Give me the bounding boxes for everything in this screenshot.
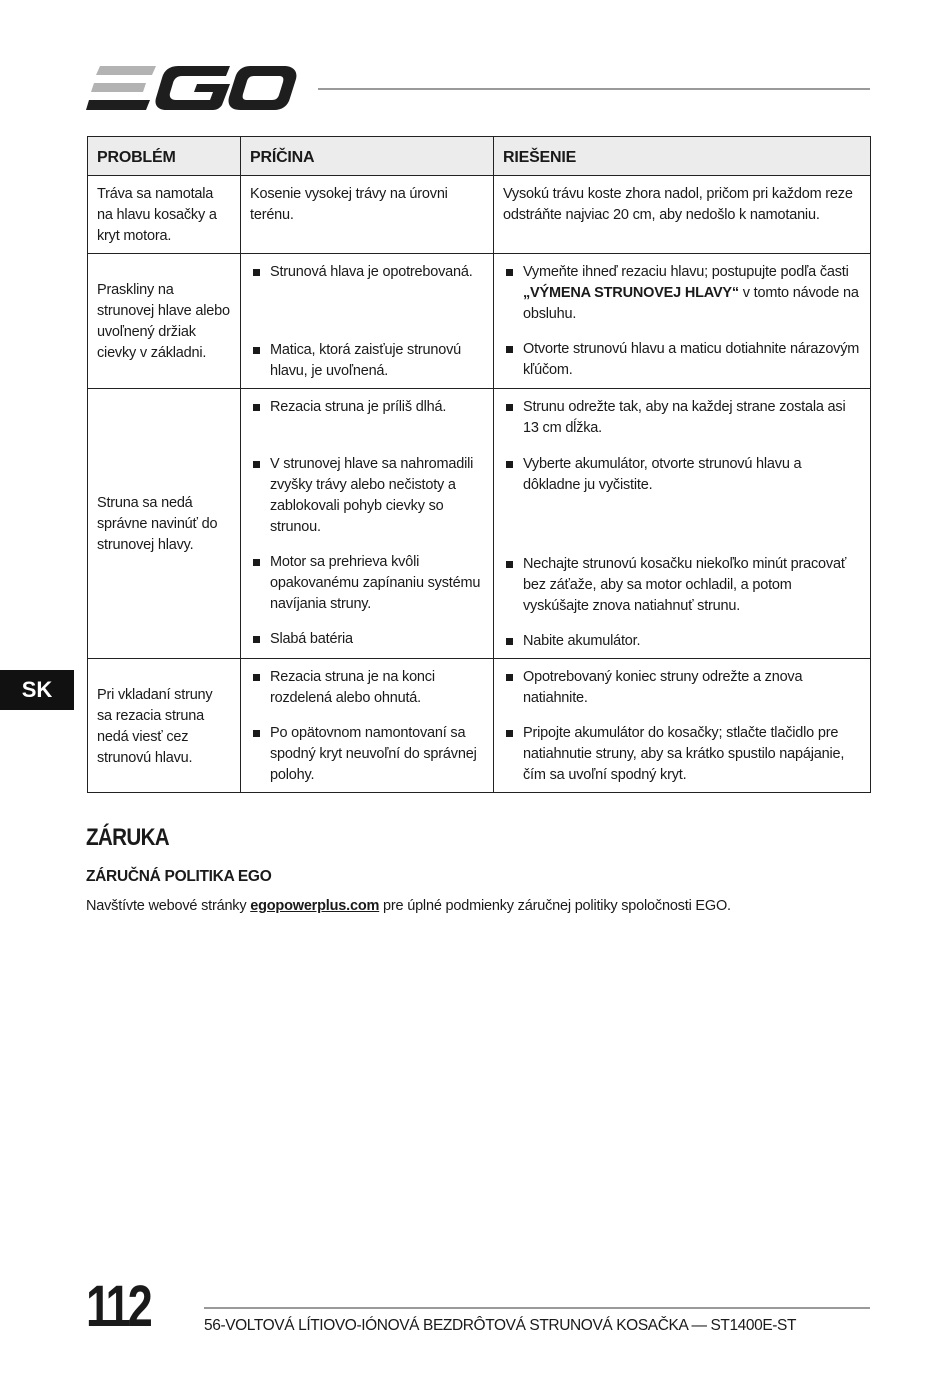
problem-text: Tráva sa namotala na hlavu kosačky a kryt motora. xyxy=(97,186,217,244)
col-header-solution: RIEŠENIE xyxy=(494,137,871,176)
cause-item: Slabá batéria xyxy=(250,629,484,650)
solution-text: Vysokú trávu koste zhora nadol, pričom pri každom reze odstráňte najviac 20 cm, aby nedošlo k namotaniu. xyxy=(503,186,853,223)
manual-section-ref: „VÝMENA STRUNOVEJ HLAVY“ xyxy=(523,285,739,301)
warranty-text: Navštívte webové stránky egopowerplus.com pre úplné podmienky záručnej politiky spoločnosti EGO. xyxy=(86,898,731,914)
footer-rule xyxy=(204,1307,870,1309)
header-rule xyxy=(318,88,870,90)
problem-cell xyxy=(88,176,241,254)
cause-item: Motor sa prehrieva kvôli opakovanému zapínaniu systému navíjania struny. xyxy=(250,552,484,615)
solution-cell xyxy=(494,659,871,793)
solution-item: Strunu odrežte tak, aby na každej strane zostala asi 13 cm dĺžka. xyxy=(503,397,861,440)
solution-item: Opotrebovaný koniec struny odrežte a znova natiahnite. xyxy=(503,667,861,709)
problem-text: Pri vkladaní struny sa rezacia struna nedá viesť cez strunovú hlavu. xyxy=(97,686,213,766)
table-row xyxy=(88,176,871,254)
table-row xyxy=(88,389,871,659)
logo-letter-g xyxy=(155,66,230,110)
troubleshooting-table xyxy=(87,136,871,793)
solution-cell xyxy=(494,389,871,659)
page-number: 112 xyxy=(86,1274,150,1339)
cause-cell xyxy=(241,176,494,254)
solution-item: Nabite akumulátor. xyxy=(503,631,861,652)
solution-item: Pripojte akumulátor do kosačky; stlačte tlačidlo pre natiahnutie struny, aby sa krátko spustilo napájanie, čím sa uvoľní spodný kryt. xyxy=(503,723,861,786)
cause-item: V strunovej hlave sa nahromadili zvyšky trávy alebo nečistoty a zablokovali pohyb cievky so strunou. xyxy=(250,454,484,538)
problem-text: Struna sa nedá správne navinúť do strunovej hlavy. xyxy=(97,495,218,553)
footer-title: 56-VOLTOVÁ LÍTIOVO-IÓNOVÁ BEZDRÔTOVÁ STRUNOVÁ KOSAČKA — ST1400E-ST xyxy=(204,1317,797,1334)
table-row xyxy=(88,254,871,389)
cause-text: Kosenie vysokej trávy na úrovni terénu. xyxy=(250,186,448,223)
table-header-row xyxy=(88,137,871,176)
solution-item: Vymeňte ihneď rezaciu hlavu; postupujte podľa časti „VÝMENA STRUNOVEJ HLAVY“ v tomto návode na obsluhu. xyxy=(503,262,861,325)
cause-cell xyxy=(241,659,494,793)
cause-item: Rezacia struna je na konci rozdelená alebo ohnutá. xyxy=(250,667,484,709)
solution-cell xyxy=(494,254,871,389)
cause-item: Matica, ktorá zaisťuje strunovú hlavu, je uvoľnená. xyxy=(250,340,484,382)
cause-item: Po opätovnom namontovaní sa spodný kryt neuvoľní do správnej polohy. xyxy=(250,723,484,786)
cause-cell xyxy=(241,254,494,389)
logo-letter-o xyxy=(228,66,296,110)
solution-item: Otvorte strunovú hlavu a maticu dotiahnite nárazovým kľúčom. xyxy=(503,339,861,381)
col-header-problem: PROBLÉM xyxy=(88,137,241,176)
cause-item: Rezacia struna je príliš dlhá. xyxy=(250,397,484,440)
problem-cell xyxy=(88,659,241,793)
solution-cell xyxy=(494,176,871,254)
col-header-cause: PRÍČINA xyxy=(241,137,494,176)
problem-cell xyxy=(88,389,241,659)
problem-cell xyxy=(88,254,241,389)
problem-text: Praskliny na strunovej hlave alebo uvoľnený držiak cievky v základni. xyxy=(97,282,230,361)
ego-logo xyxy=(86,62,298,114)
cause-cell xyxy=(241,389,494,659)
website-link[interactable]: egopowerplus.com xyxy=(250,898,380,914)
cause-item: Strunová hlava je opotrebovaná. xyxy=(250,262,484,326)
language-tab: SK xyxy=(0,670,74,710)
warranty-subtitle: ZÁRUČNÁ POLITIKA EGO xyxy=(86,868,272,885)
table-row xyxy=(88,659,871,793)
warranty-title: ZÁRUKA xyxy=(86,824,170,851)
solution-item: Nechajte strunovú kosačku niekoľko minút pracovať bez záťaže, aby sa motor ochladil, a potom vyskúšajte znova natiahnuť strunu. xyxy=(503,554,861,617)
solution-item: Vyberte akumulátor, otvorte strunovú hlavu a dôkladne ju vyčistite. xyxy=(503,454,861,540)
logo-letter-e xyxy=(91,66,156,92)
